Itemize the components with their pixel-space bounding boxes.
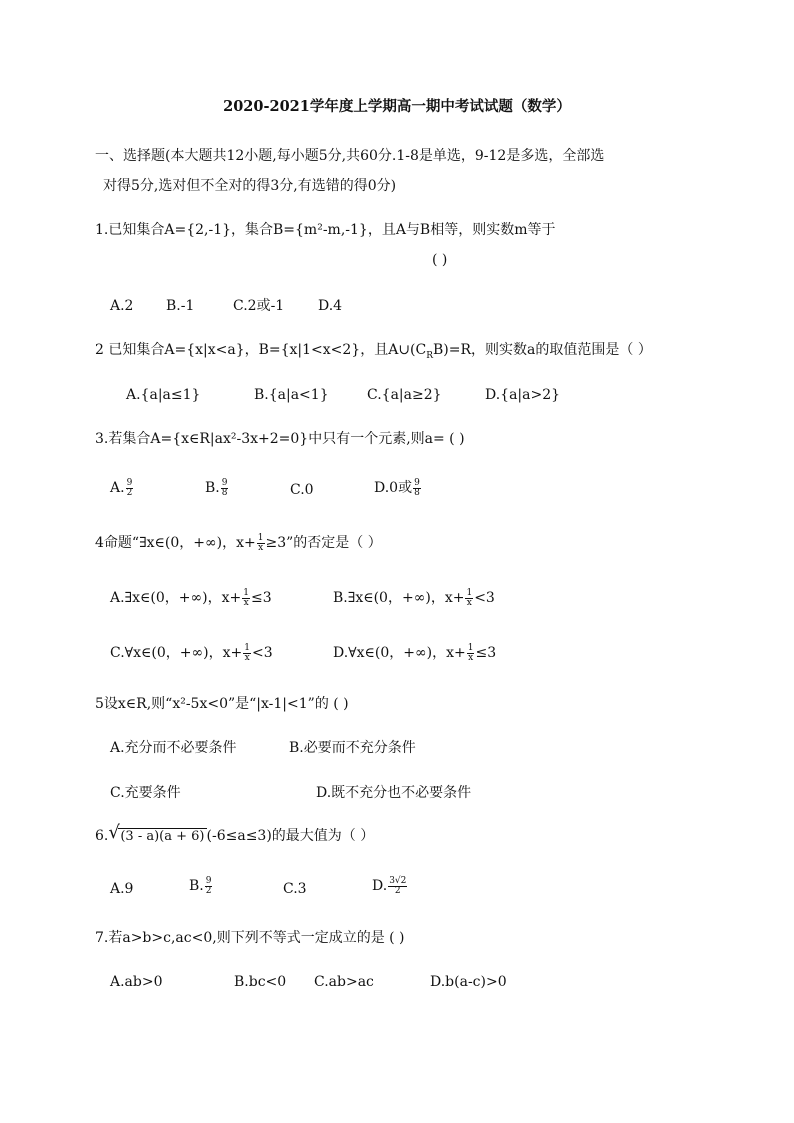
q6-option-c: C.3 xyxy=(283,881,307,897)
q3-option-a-fraction xyxy=(126,479,134,498)
q6-option-d-label: D. xyxy=(372,878,388,894)
q2-option-a: A.{a|a≤1} xyxy=(126,387,201,403)
q4-option-d xyxy=(333,643,496,663)
q1-option-d: D.4 xyxy=(318,298,343,314)
q2-stem-subscript: R xyxy=(426,350,434,361)
q4-option-c-fraction xyxy=(243,644,251,663)
q6-number: 6. xyxy=(95,828,109,844)
q4-option-b xyxy=(333,588,495,608)
q4-option-b-part2: <3 xyxy=(474,590,495,606)
q7-option-a: A.ab>0 xyxy=(110,974,163,990)
q4-option-a-fraction xyxy=(242,589,250,608)
q6-stem-suffix: (-6≤a≤3)的最大值为（ ） xyxy=(206,828,375,844)
q1-answer-paren: ( ) xyxy=(432,252,448,268)
q6-option-a: A.9 xyxy=(110,881,134,897)
q4-option-c xyxy=(110,643,273,663)
q6-radicand: (3 - a)(a + 6) xyxy=(120,829,205,844)
fraction-denominator: x xyxy=(258,542,264,553)
q4-option-c-part2: <3 xyxy=(251,645,273,661)
fraction-denominator: 2 xyxy=(205,885,212,896)
q5-option-c: C.充要条件 xyxy=(110,785,181,801)
q2-option-b: B.{a|a<1} xyxy=(254,387,329,403)
q3-option-c: C.0 xyxy=(290,482,314,498)
fraction-denominator: 8 xyxy=(221,487,228,498)
q3-option-a xyxy=(110,478,134,498)
section-heading-line1: 一、选择题(本大题共12小题,每小题5分,共60分.1-8是单选，9-12是多选，全部选 xyxy=(95,148,605,164)
square-root-expression xyxy=(108,822,206,847)
q3-option-d-label: D.0或 xyxy=(374,480,413,496)
fraction-numerator: 1 xyxy=(257,532,264,543)
fraction-denominator: x xyxy=(466,597,472,608)
radical-sign-icon: √ xyxy=(108,822,120,843)
fraction-numerator: 1 xyxy=(243,587,249,598)
q4-stem-part1: 4命题“∃x∈(0，+∞)，x+ xyxy=(95,535,256,551)
q5-option-a: A.充分而不必要条件 xyxy=(110,740,237,756)
fraction-numerator: 9 xyxy=(414,477,420,488)
q5-option-b: B.必要而不充分条件 xyxy=(289,740,416,756)
q2-stem-part1: 2 已知集合A={x|x<a}，B={x|1<x<2}，且A∪(C xyxy=(95,342,427,358)
fraction-numerator: 3√2 xyxy=(389,875,407,886)
q4-option-d-fraction xyxy=(467,644,475,663)
q2-stem xyxy=(95,340,652,366)
q6-option-b-fraction xyxy=(205,877,213,896)
q5-option-d: D.既不充分也不必要条件 xyxy=(316,785,472,801)
q3-option-b-label: B. xyxy=(205,480,220,496)
q6-option-d xyxy=(372,876,408,896)
q6-option-b xyxy=(189,876,213,896)
fraction-numerator: 9 xyxy=(221,477,228,488)
q7-option-b: B.bc<0 xyxy=(234,974,287,990)
q1-stem: 1.已知集合A={2,-1}，集合B={m²-m,-1}，且A与B相等，则实数m等于 xyxy=(95,222,556,238)
q4-stem-part2: ≥3”的否定是（ ） xyxy=(265,535,382,551)
q4-option-b-part1: B.∃x∈(0，+∞)，x+ xyxy=(333,590,465,606)
q2-option-d: D.{a|a>2} xyxy=(485,387,561,403)
fraction-denominator: x xyxy=(468,652,474,663)
q4-option-d-part2: ≤3 xyxy=(475,645,497,661)
q4-stem-fraction xyxy=(257,534,265,553)
section-heading-line2: 对得5分,选对但不全对的得3分,有选错的得0分) xyxy=(103,178,397,194)
q7-option-d: D.b(a-c)>0 xyxy=(430,974,507,990)
q3-stem: 3.若集合A={x∈R|ax²-3x+2=0}中只有一个元素,则a= ( ) xyxy=(95,431,465,447)
q7-option-c: C.ab>ac xyxy=(314,974,374,990)
q6-option-b-label: B. xyxy=(189,878,204,894)
fraction-denominator: 2 xyxy=(126,487,133,498)
q4-option-a-part1: A.∃x∈(0，+∞)，x+ xyxy=(110,590,242,606)
q5-stem: 5设x∈R,则“x²-5x<0”是“|x-1|<1”的 ( ) xyxy=(95,696,349,712)
q4-option-a xyxy=(110,588,272,608)
q1-option-c: C.2或-1 xyxy=(233,298,285,314)
q4-option-a-part2: ≤3 xyxy=(251,590,272,606)
q3-option-b-fraction xyxy=(221,479,229,498)
fraction-numerator: 1 xyxy=(244,642,250,653)
q1-option-b: B.-1 xyxy=(166,298,195,314)
q3-option-d xyxy=(374,478,422,498)
q3-option-a-label: A. xyxy=(110,480,125,496)
fraction-denominator: x xyxy=(244,652,250,663)
q4-option-b-fraction xyxy=(465,589,473,608)
fraction-numerator: 1 xyxy=(466,587,473,598)
q7-stem: 7.若a>b>c,ac<0,则下列不等式一定成立的是 ( ) xyxy=(95,930,405,946)
fraction-denominator: x xyxy=(243,597,249,608)
fraction-denominator: 2 xyxy=(394,885,401,896)
q4-option-d-part1: D.∀x∈(0，+∞)，x+ xyxy=(333,645,466,661)
q6-stem xyxy=(95,822,375,847)
q2-option-c: C.{a|a≥2} xyxy=(367,387,442,403)
fraction-numerator: 9 xyxy=(126,477,133,488)
fraction-numerator: 1 xyxy=(467,642,474,653)
fraction-denominator: 8 xyxy=(414,487,420,498)
page-title: 2020-2021学年度上学期高一期中考试试题（数学） xyxy=(223,98,571,115)
q2-stem-part2: B)=R，则实数a的取值范围是（ ） xyxy=(433,342,652,358)
q4-stem xyxy=(95,533,382,553)
q6-option-d-fraction xyxy=(388,877,407,896)
q4-option-c-part1: C.∀x∈(0，+∞)，x+ xyxy=(110,645,243,661)
q3-option-d-fraction xyxy=(413,479,421,498)
q3-option-b xyxy=(205,478,229,498)
fraction-numerator: 9 xyxy=(205,875,212,886)
q1-option-a: A.2 xyxy=(110,298,134,314)
